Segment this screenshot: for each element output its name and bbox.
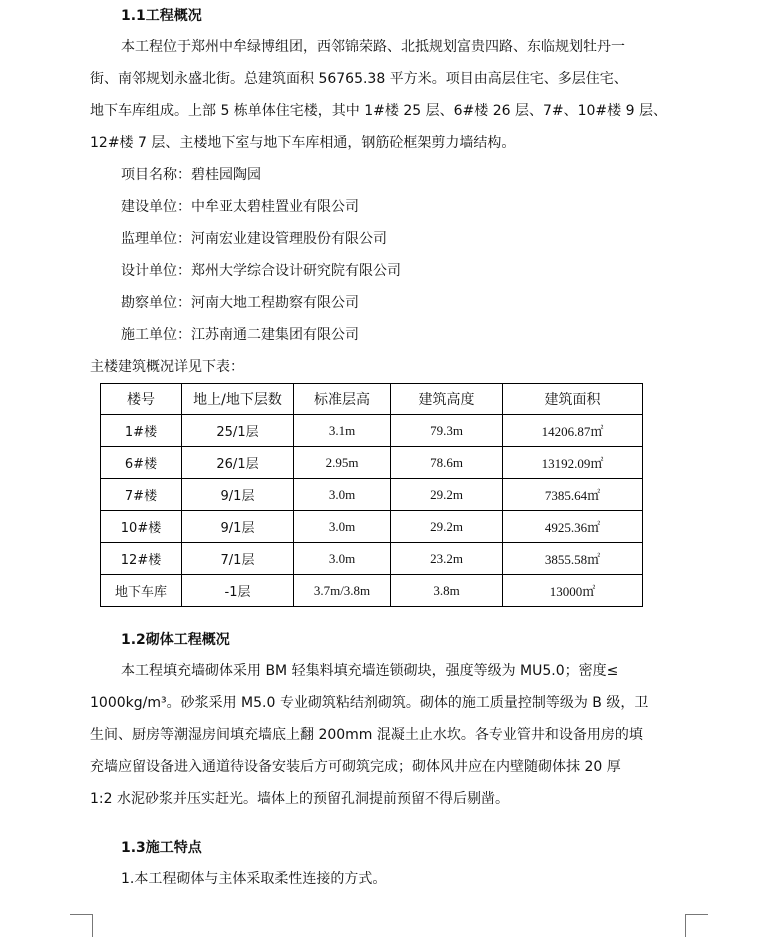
intro-line-2: 街、南邻规划永盛北街。总建筑面积 56765.38 平方米。项目由高层住宅、多层住宅、	[90, 71, 628, 87]
info-project-name: 项目名称：碧桂园陶园	[121, 167, 261, 183]
cell-storey-height: 3.0m	[294, 543, 391, 575]
cell-building-height: 79.3m	[391, 415, 503, 447]
section-heading-1-2: 1.2砌体工程概况	[121, 632, 230, 648]
cell-building-height: 23.2m	[391, 543, 503, 575]
header-building-height: 建筑高度	[391, 384, 503, 415]
cell-building-height: 29.2m	[391, 511, 503, 543]
intro-line-1: 本工程位于郑州中牟绿博组团，西邻锦荣路、北抵规划富贵四路、东临规划牡丹一	[121, 39, 625, 55]
header-building: 楼号	[101, 384, 182, 415]
cell-floor-area: 3855.58㎡	[503, 543, 643, 575]
section-heading-1-1: 1.1工程概况	[121, 8, 202, 24]
cell-floors: 9/1层	[182, 479, 294, 511]
masonry-line-5: 1:2 水泥砂浆并压实赶光。墙体上的预留孔洞提前预留不得后剔凿。	[90, 791, 509, 807]
cell-floors: 25/1层	[182, 415, 294, 447]
masonry-line-1: 本工程填充墙砌体采用 BM 轻集料填充墙连锁砌块，强度等级为 MU5.0；密度≤	[121, 663, 619, 679]
cell-storey-height: 3.0m	[294, 511, 391, 543]
masonry-line-4: 充墙应留设备进入通道待设备安装后方可砌筑完成；砌体风井应在内壁随砌体抹 20 厚	[90, 759, 621, 775]
cell-building: 10#楼	[101, 511, 182, 543]
cell-floor-area: 7385.64㎡	[503, 479, 643, 511]
cell-building-height: 29.2m	[391, 479, 503, 511]
table-header-row	[101, 384, 643, 415]
table-row	[101, 447, 643, 479]
masonry-line-3: 生间、厨房等潮湿房间填充墙底上翻 200mm 混凝土止水坎。各专业管井和设备用房的填	[90, 727, 643, 743]
section-heading-1-3: 1.3施工特点	[121, 840, 202, 856]
intro-line-4: 12#楼 7 层、主楼地下室与地下车库相通，钢筋砼框架剪力墙结构。	[90, 135, 516, 151]
masonry-line-2: 1000kg/m³。砂浆采用 M5.0 专业砌筑粘结剂砌筑。砌体的施工质量控制等级为 B 级，卫	[90, 695, 649, 711]
cell-building: 7#楼	[101, 479, 182, 511]
info-supervisor: 监理单位：河南宏业建设管理股份有限公司	[121, 231, 387, 247]
table-row	[101, 511, 643, 543]
cell-floors: 9/1层	[182, 511, 294, 543]
intro-line-3: 地下车库组成。上部 5 栋单体住宅楼，其中 1#楼 25 层、6#楼 26 层、7#、10#楼 9 层、	[90, 103, 667, 119]
cell-building: 12#楼	[101, 543, 182, 575]
cell-building-height: 3.8m	[391, 575, 503, 607]
cell-floor-area: 13000㎡	[503, 575, 643, 607]
cell-building: 地下车库	[101, 575, 182, 607]
header-floor-area: 建筑面积	[503, 384, 643, 415]
cell-building: 6#楼	[101, 447, 182, 479]
cell-building-height: 78.6m	[391, 447, 503, 479]
cell-storey-height: 3.7m/3.8m	[294, 575, 391, 607]
info-surveyor: 勘察单位：河南大地工程勘察有限公司	[121, 295, 359, 311]
table-intro: 主楼建筑概况详见下表：	[90, 359, 244, 375]
cell-storey-height: 3.1m	[294, 415, 391, 447]
cell-storey-height: 3.0m	[294, 479, 391, 511]
table-row	[101, 415, 643, 447]
info-developer: 建设单位：中牟亚太碧桂置业有限公司	[121, 199, 359, 215]
page-margin-corner-right	[685, 914, 708, 937]
header-floors: 地上/地下层数	[182, 384, 294, 415]
cell-floors: 7/1层	[182, 543, 294, 575]
info-contractor: 施工单位：江苏南通二建集团有限公司	[121, 327, 359, 343]
table-row	[101, 575, 643, 607]
cell-floor-area: 4925.36㎡	[503, 511, 643, 543]
table-row	[101, 479, 643, 511]
cell-storey-height: 2.95m	[294, 447, 391, 479]
info-designer: 设计单位：郑州大学综合设计研究院有限公司	[121, 263, 401, 279]
cell-floors: -1层	[182, 575, 294, 607]
feature-item-1: 1.本工程砌体与主体采取柔性连接的方式。	[121, 871, 387, 887]
cell-floor-area: 14206.87㎡	[503, 415, 643, 447]
cell-floor-area: 13192.09㎡	[503, 447, 643, 479]
header-storey-height: 标准层高	[294, 384, 391, 415]
building-spec-table	[100, 383, 643, 607]
cell-building: 1#楼	[101, 415, 182, 447]
page-margin-corner-left	[70, 914, 93, 937]
table-row	[101, 543, 643, 575]
cell-floors: 26/1层	[182, 447, 294, 479]
